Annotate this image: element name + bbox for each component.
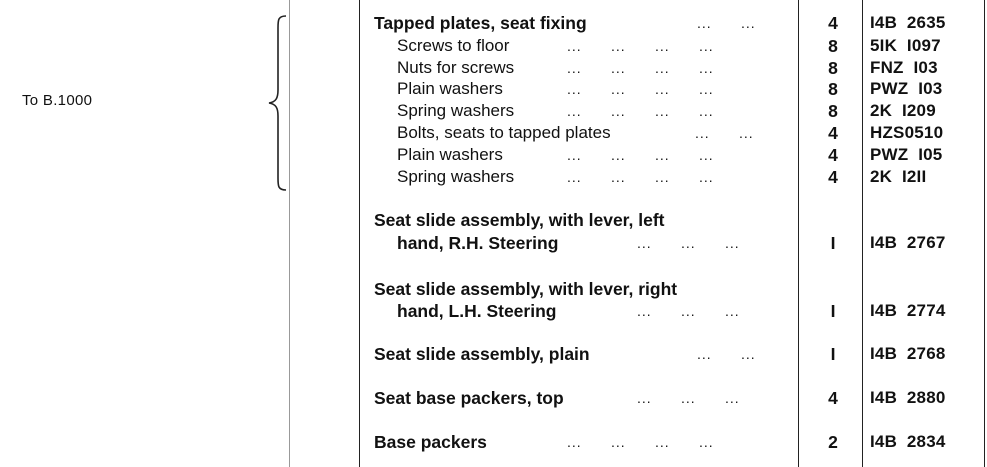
part-number: I4B 2635 <box>870 13 946 32</box>
part-number: PWZ I03 <box>870 79 943 98</box>
part-number: I4B 2834 <box>870 432 946 451</box>
quantity: I <box>830 233 836 253</box>
quantity: 8 <box>828 58 838 78</box>
parts-row <box>0 279 987 301</box>
serial-range-note: To B.1000 <box>22 92 93 109</box>
part-number: PWZ I05 <box>870 145 943 164</box>
parts-row <box>0 79 987 101</box>
parts-row <box>0 233 987 255</box>
parts-row <box>0 58 987 80</box>
quantity: 8 <box>828 79 838 99</box>
quantity: 4 <box>828 13 838 33</box>
leader-dots: ... ... ... ... <box>567 169 714 185</box>
parts-row <box>0 13 987 35</box>
parts-row <box>0 432 987 454</box>
leader-dots: ... ... <box>697 15 756 31</box>
quantity: 8 <box>828 101 838 121</box>
part-description: Plain washers <box>397 145 503 164</box>
part-description: Seat slide assembly, with lever, right <box>374 279 678 299</box>
parts-row <box>0 36 987 58</box>
quantity: I <box>830 344 836 364</box>
part-description: Bolts, seats to tapped plates <box>397 123 611 142</box>
leader-dots: ... ... ... ... <box>567 147 714 163</box>
part-number: 5IK I097 <box>870 36 941 55</box>
parts-row <box>0 101 987 123</box>
part-description: hand, R.H. Steering <box>397 233 559 253</box>
quantity: 4 <box>828 388 838 408</box>
part-description: Tapped plates, seat fixing <box>374 13 587 33</box>
quantity: 4 <box>828 145 838 165</box>
leader-dots: ... ... ... ... <box>567 103 714 119</box>
parts-row <box>0 344 987 366</box>
part-description: Spring washers <box>397 101 515 120</box>
part-number: I4B 2767 <box>870 233 946 252</box>
quantity: 4 <box>828 167 838 187</box>
parts-row <box>0 123 987 145</box>
part-description: hand, L.H. Steering <box>397 301 557 321</box>
parts-row <box>0 145 987 167</box>
part-description: Base packers <box>374 432 487 452</box>
leader-dots: ... ... ... <box>637 235 740 251</box>
part-description: Seat slide assembly, plain <box>374 344 590 364</box>
parts-row <box>0 210 987 232</box>
part-number: FNZ I03 <box>870 58 938 77</box>
quantity: 2 <box>828 432 838 452</box>
part-description: Seat slide assembly, with lever, left <box>374 210 665 230</box>
part-description: Spring washers <box>397 167 515 186</box>
leader-dots: ... ... ... ... <box>567 60 714 76</box>
part-number: I4B 2774 <box>870 301 946 320</box>
leader-dots: ... ... <box>697 346 756 362</box>
part-description: Screws to floor <box>397 36 510 55</box>
part-description: Seat base packers, top <box>374 388 564 408</box>
leader-dots: ... ... ... <box>637 390 740 406</box>
leader-dots: ... ... ... ... <box>567 81 714 97</box>
parts-row <box>0 388 987 410</box>
leader-dots: ... ... ... ... <box>567 38 714 54</box>
part-description: Nuts for screws <box>397 58 515 77</box>
quantity: I <box>830 301 836 321</box>
leader-dots: ... ... <box>695 125 754 141</box>
part-description: Plain washers <box>397 79 503 98</box>
part-number: I4B 2880 <box>870 388 946 407</box>
part-number: I4B 2768 <box>870 344 946 363</box>
parts-row <box>0 301 987 323</box>
part-number: 2K I209 <box>870 101 936 120</box>
parts-row <box>0 167 987 189</box>
quantity: 4 <box>828 123 838 143</box>
part-number: 2K I2II <box>870 167 927 186</box>
part-number: HZS0510 <box>870 123 944 142</box>
leader-dots: ... ... ... <box>637 303 740 319</box>
leader-dots: ... ... ... ... <box>567 434 714 450</box>
quantity: 8 <box>828 36 838 56</box>
